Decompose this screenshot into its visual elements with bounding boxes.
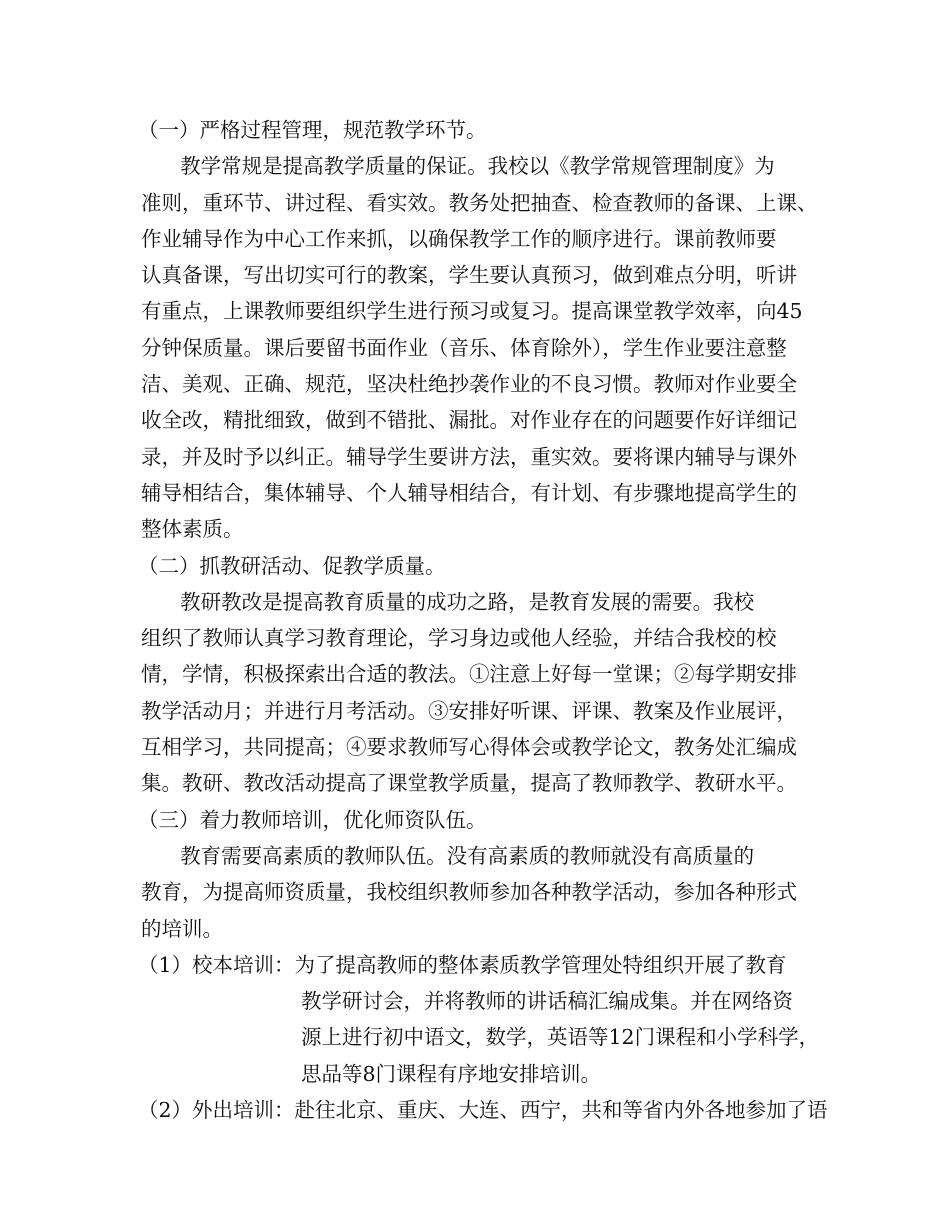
paragraph-line: 互相学习，共同提高；④要求教师写心得体会或教学论文，教务处汇编成: [141, 735, 797, 760]
paragraph-line: 收全改，精批细致，做到不错批、漏批。对作业存在的问题要作好详细记: [141, 408, 797, 433]
list-item-external-training: （2）外出培训：赴往北京、重庆、大连、西宁，共和等省内外各地参加了语: [138, 1098, 828, 1123]
paragraph-line: 有重点，上课教师要组织学生进行预习或复习。提高课堂教学效率，向45: [141, 299, 803, 324]
section-heading-1: （一）严格过程管理，规范教学环节。: [138, 118, 487, 142]
paragraph-line: 教学常规是提高教学质量的保证。我校以《教学常规管理制度》为: [141, 154, 775, 179]
paragraph-line: 教研教改是提高教育质量的成功之路，是教育发展的需要。我校: [141, 589, 755, 614]
paragraph-line: 的培训。: [141, 916, 223, 941]
paragraph-line: 教学活动月；并进行月考活动。③安排好听课、评课、教案及作业展评，: [141, 698, 797, 723]
document-body: [138, 112, 828, 1128]
paragraph-line: 分钟保质量。课后要留书面作业（音乐、体育除外），学生作业要注意整: [141, 335, 787, 360]
paragraph-line: 教育，为提高师资质量，我校组织教师参加各种教学活动，参加各种形式: [141, 880, 797, 905]
paragraph-line: 情，学情，积极探索出合适的教法。①注意上好每一堂课；②每学期安排: [141, 662, 797, 687]
paragraph-line: 集。教研、教改活动提高了课堂教学质量，提高了教师教学、教研水平。: [141, 771, 797, 796]
paragraph-line: 整体素质。: [141, 517, 244, 542]
paragraph-line: 认真备课，写出切实可行的教案，学生要认真预习，做到难点分明，听讲: [141, 263, 797, 288]
paragraph-line: 录，并及时予以纠正。辅导学生要讲方法，重实效。要将课内辅导与课外: [141, 444, 797, 469]
paragraph-line: 教育需要高素质的教师队伍。没有高素质的教师就没有高质量的: [141, 843, 755, 868]
list-item-school-training: （1）校本培训：为了提高教师的整体素质教学管理处特组织开展了教育: [138, 952, 787, 977]
list-item-continuation: 源上进行初中语文，数学，英语等12门课程和小学科学，: [301, 1025, 820, 1050]
paragraph-line: 辅导相结合，集体辅导、个人辅导相结合，有计划、有步骤地提高学生的: [141, 480, 797, 505]
list-item-continuation: 教学研讨会，并将教师的讲话稿汇编成集。并在网络资: [301, 989, 793, 1014]
section-heading-2: （二）抓教研活动、促教学质量。: [138, 553, 446, 578]
section-heading-3: （三）着力教师培训，优化师资队伍。: [138, 807, 487, 832]
paragraph-line: 准则，重环节、讲过程、看实效。教务处把抽查、检查教师的备课、上课、: [141, 190, 818, 215]
paragraph-line: 组织了教师认真学习教育理论，学习身边或他人经验，并结合我校的校: [141, 626, 777, 651]
paragraph-line: 洁、美观、正确、规范，坚决杜绝抄袭作业的不良习惯。教师对作业要全: [141, 372, 797, 397]
list-item-continuation: 思品等8门课程有序地安排培训。: [301, 1061, 602, 1086]
paragraph-line: 作业辅导作为中心工作来抓，以确保教学工作的顺序进行。课前教师要: [141, 226, 777, 251]
